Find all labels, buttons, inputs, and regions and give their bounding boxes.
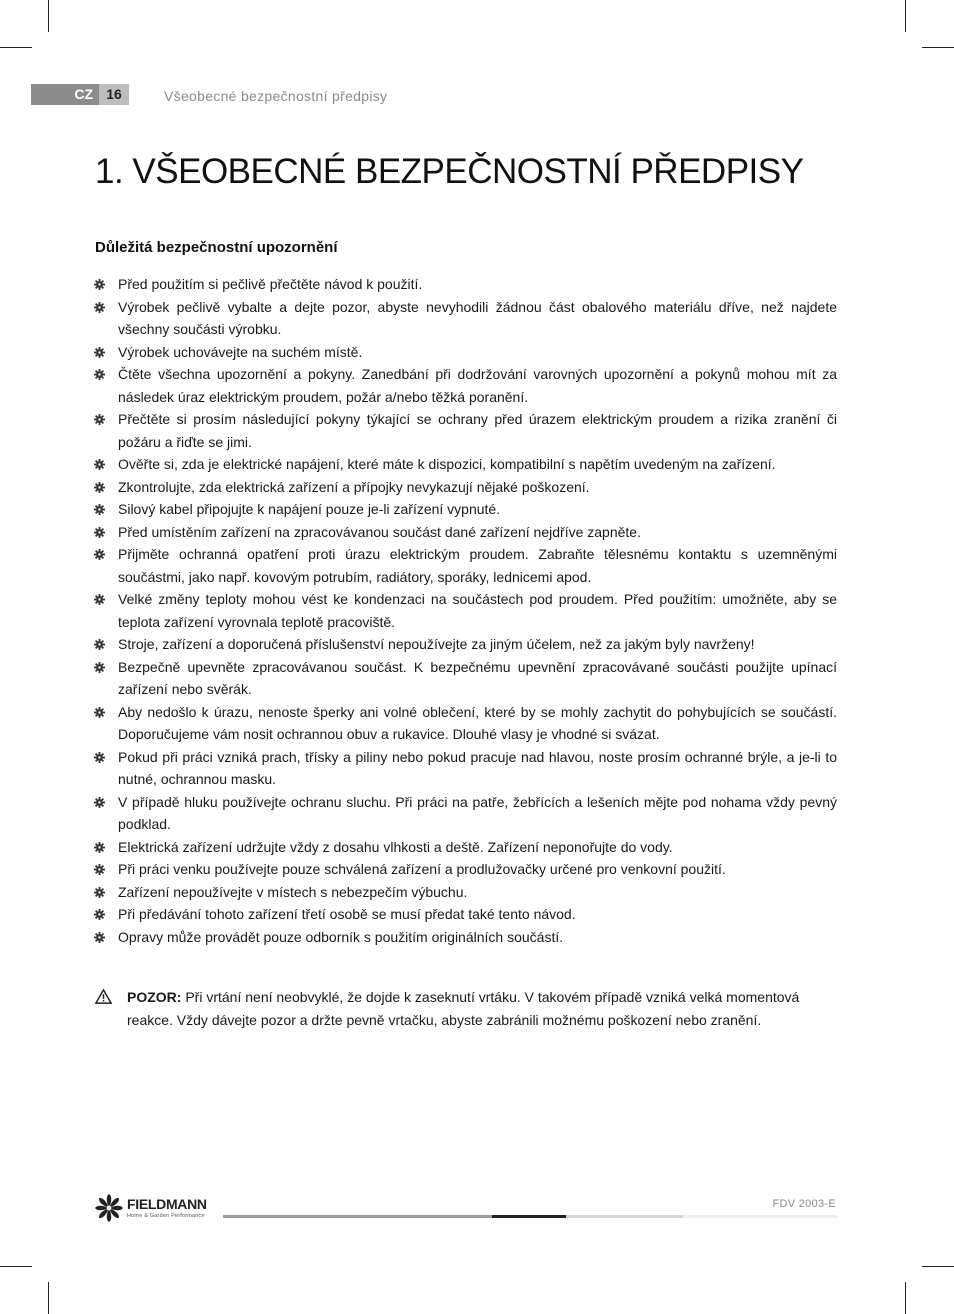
safety-bullet-list	[94, 273, 837, 948]
warning-text	[95, 986, 837, 1032]
list-item-text: V případě hluku používejte ochranu sluchu. Při práci na patře, žebřících a lešeních mějte pod nohama vždy pevný podklad.	[118, 793, 837, 832]
warning-label: POZOR:	[127, 989, 182, 1005]
list-item	[94, 701, 837, 746]
warning-body: Při vrtání není neobvyklé, že dojde k zaseknutí vrtáku. V takovém případě vzniká velká momentová reakce. Vždy dávejte pozor a držte pevně vrtačku, abyste zabránili možnému poškození nebo zranění.	[127, 989, 800, 1028]
list-item-text: Stroje, zařízení a doporučená příslušenství nepoužívejte za jiným účelem, než za jakým byly navrženy!	[118, 636, 755, 652]
list-item	[94, 543, 837, 588]
brand-logo	[94, 1193, 224, 1225]
list-item	[94, 633, 837, 656]
gear-bullet-icon	[94, 842, 105, 853]
list-item	[94, 588, 837, 633]
list-item-text: Čtěte všechna upozornění a pokyny. Zanedbání při dodržování varovných upozornění a pokynů mohou mít za následek úraz elektrickým proudem, požár a/nebo těžká poranění.	[118, 366, 837, 405]
list-item	[94, 476, 837, 499]
brand-name: FIELDMANN	[127, 1196, 207, 1212]
list-item	[94, 341, 837, 364]
list-item-text: Opravy může provádět pouze odborník s použitím originálních součástí.	[118, 928, 564, 945]
list-item	[94, 273, 837, 296]
section-heading: Důležitá bezpečnostní upozornění	[95, 239, 338, 256]
list-item	[94, 408, 837, 453]
list-item-text: Elektrická zařízení udržujte vždy z dosahu vlhkosti a deště. Zařízení neponořujte do vody.	[118, 838, 673, 855]
list-item-text: Před umístěním zařízení na zpracovávanou součást dané zařízení nejdříve zapněte.	[118, 523, 641, 540]
gear-bullet-icon	[94, 752, 105, 763]
list-item-text: Ověřte si, zda je elektrické napájení, které máte k dispozici, kompatibilní s napětím uvedeným na zařízení.	[118, 456, 776, 472]
list-item	[94, 498, 837, 521]
gear-bullet-icon	[94, 707, 105, 718]
running-header: Všeobecné bezpečnostní předpisy	[164, 88, 388, 104]
page-title: 1. VŠEOBECNÉ BEZPEČNOSTNÍ PŘEDPISY	[95, 152, 804, 191]
gear-bullet-icon	[94, 414, 105, 425]
gear-bullet-icon	[94, 932, 105, 943]
list-item-text: Bezpečně upevněte zpracovávanou součást. K bezpečnému upevnění zpracovávané součásti použijte upínací zařízení nebo svěrák.	[118, 658, 837, 697]
gear-bullet-icon	[94, 594, 105, 605]
gear-bullet-icon	[94, 887, 105, 898]
list-item-text: Zařízení nepoužívejte v místech s nebezpečím výbuchu.	[118, 883, 468, 900]
list-item	[94, 453, 837, 476]
warning-triangle-icon	[95, 989, 112, 1004]
footer-rule	[223, 1215, 492, 1218]
list-item	[94, 926, 837, 949]
brand-tagline: Home & Garden Performance	[127, 1213, 205, 1219]
list-item-text: Výrobek pečlivě vybalte a dejte pozor, abyste nevyhodili žádnou část obalového materiálu dříve, než najdete všechny součásti výrobku.	[118, 298, 837, 337]
list-item-text: Přečtěte si prosím následující pokyny týkající se ochrany před úrazem elektrickým proudem a rizika zranění či požáru a řiďte se jimi.	[118, 411, 837, 450]
language-tag: CZ	[31, 84, 99, 105]
warning-note	[95, 986, 837, 1032]
list-item-text: Přijměte ochranná opatření proti úrazu elektrickým proudem. Zabraňte tělesnému kontaktu s uzemněnými součástmi, jako např. kovovým potrubím, radiátory, sporáky, lednicemi apod.	[118, 546, 837, 585]
list-item	[94, 858, 837, 881]
list-item-text: Při předávání tohoto zařízení třetí osobě se musí předat také tento návod.	[118, 906, 576, 922]
list-item	[94, 296, 837, 341]
list-item-text: Výrobek uchovávejte na suchém místě.	[118, 343, 363, 360]
gear-bullet-icon	[94, 864, 105, 875]
gear-bullet-icon	[94, 347, 105, 358]
list-item-text: Pokud při práci vzniká prach, třísky a piliny nebo pokud pracuje nad hlavou, noste prosím ochranné brýle, a je-li to nutné, ochrannou masku.	[118, 748, 837, 787]
gear-bullet-icon	[94, 639, 105, 650]
gear-bullet-icon	[94, 504, 105, 515]
gear-bullet-icon	[94, 482, 105, 493]
gear-bullet-icon	[94, 302, 105, 313]
list-item	[94, 363, 837, 408]
gear-bullet-icon	[94, 662, 105, 673]
list-item-text: Zkontrolujte, zda elektrická zařízení a přípojky nevykazují nějaké poškození.	[118, 478, 590, 495]
footer-rule	[566, 1215, 683, 1218]
list-item-text: Velké změny teploty mohou vést ke kondenzaci na součástech pod proudem. Před použitím: umožněte, aby se teplota zařízení vyrovnala teplotě pracoviště.	[118, 591, 837, 630]
list-item-text: Při práci venku používejte pouze schválená zařízení a prodlužovačky určené pro venkovní použití.	[118, 861, 726, 877]
gear-bullet-icon	[94, 369, 105, 380]
model-number: FDV 2003-E	[772, 1198, 836, 1210]
list-item	[94, 836, 837, 859]
gear-bullet-icon	[94, 459, 105, 470]
list-item-text: Silový kabel připojujte k napájení pouze je-li zařízení vypnuté.	[118, 501, 501, 517]
gear-bullet-icon	[94, 797, 105, 808]
gear-bullet-icon	[94, 527, 105, 538]
list-item	[94, 656, 837, 701]
list-item	[94, 881, 837, 904]
footer-rule	[492, 1215, 566, 1218]
list-item-text: Aby nedošlo k úrazu, nenoste šperky ani volné oblečení, které by se mohly zachytit do pohybujících se součástí. Doporučujeme vám nosit ochrannou obuv a rukavice. Dlouhé vlasy je vhodné si svázat.	[118, 703, 837, 742]
list-item-text: Před použitím si pečlivě přečtěte návod k použití.	[118, 276, 423, 292]
gear-bullet-icon	[94, 549, 105, 560]
gear-bullet-icon	[94, 909, 105, 920]
list-item	[94, 903, 837, 926]
list-item	[94, 746, 837, 791]
list-item	[94, 521, 837, 544]
fieldmann-fan-logo-icon	[94, 1193, 124, 1223]
footer-rule	[683, 1215, 837, 1218]
gear-bullet-icon	[94, 279, 105, 290]
page-number: 16	[106, 86, 122, 102]
list-item	[94, 791, 837, 836]
